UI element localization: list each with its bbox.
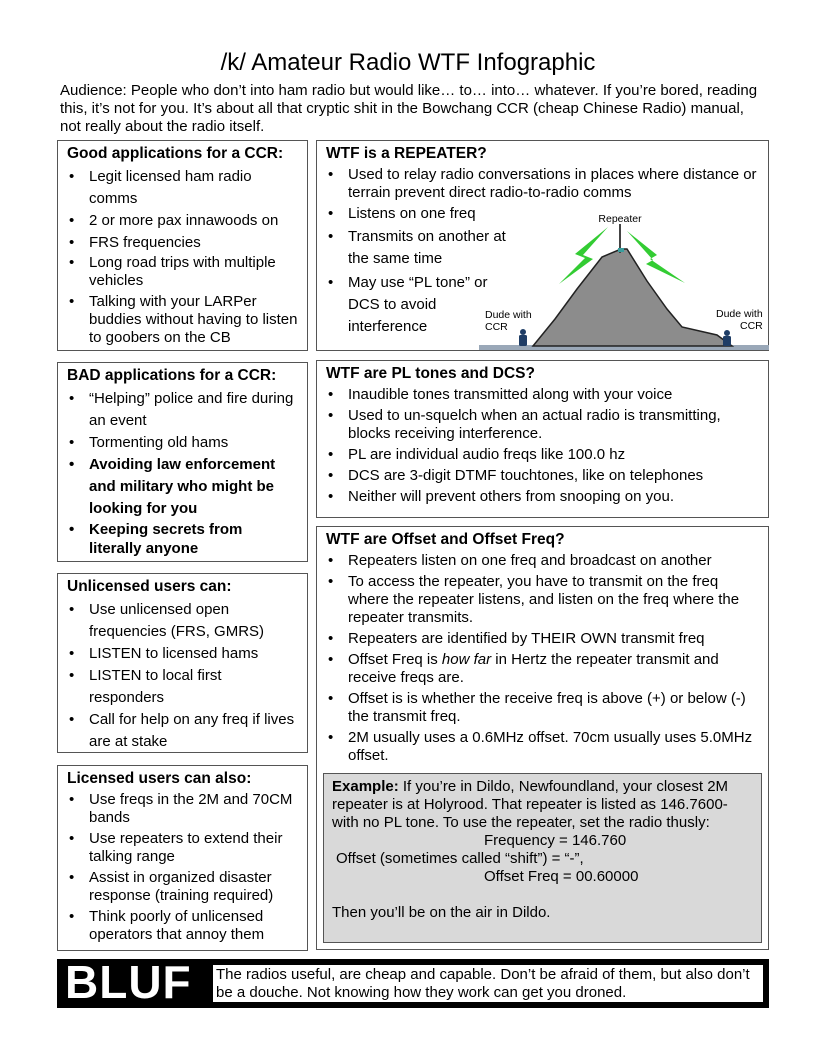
good-applications-box — [57, 140, 308, 351]
left-dude-label: Dude with — [485, 309, 532, 321]
left-ccr-label: CCR — [485, 321, 508, 333]
offset-box — [316, 526, 769, 950]
example-offset-freq-line: Offset Freq = 00.60000 — [484, 868, 639, 885]
list-item: • DCS are 3-digit DTMF touchtones, like on telephones — [326, 467, 759, 485]
list-item: • Repeaters are identified by THEIR OWN transmit freq — [326, 630, 759, 648]
example-box — [323, 773, 762, 943]
repeater-diagram — [477, 209, 769, 351]
list-item: • LISTEN to licensed hams — [67, 643, 298, 665]
list-item — [326, 651, 759, 687]
example-closing: Then you’ll be on the air in Dildo. — [332, 904, 551, 921]
example-label: Example: — [332, 778, 399, 795]
antenna-base — [618, 248, 624, 252]
offset-freq-text-emphasis: how far — [441, 651, 492, 668]
intro-paragraph: Audience: People who don’t into ham radio but would like… to… into… whatever. If you’re bored, reading this, it’s not for you. It’s about all that cryptic shit in the Bowchang CCR (cheap Chinese Radio) manual, not really about the radio itself. — [60, 82, 758, 135]
list-item: • Neither will prevent others from snooping on you. — [326, 488, 759, 506]
repeater-box — [316, 140, 769, 351]
list-item: • Keeping secrets from literally anyone — [67, 520, 298, 558]
list-item: • 2M usually uses a 0.6MHz offset. 70cm usually uses 5.0MHz offset. — [326, 729, 759, 765]
page-title: /k/ Amateur Radio WTF Infographic — [220, 49, 596, 76]
list-item: • Transmits on another at the same time — [326, 226, 516, 270]
list-item: • Assist in organized disaster response (training required) — [67, 869, 298, 905]
list-item: • PL are individual audio freqs like 100.0 hz — [326, 446, 759, 464]
list-item: • “Helping” police and fire during an event — [67, 388, 298, 432]
repeater-heading: WTF is a REPEATER? — [326, 145, 487, 162]
list-item: • Use repeaters to extend their talking range — [67, 830, 298, 866]
good-applications-heading: Good applications for a CCR: — [67, 145, 284, 162]
list-item: • Offset is is whether the receive freq is above (+) or below (-) the transmit freq. — [326, 690, 759, 726]
list-item: • 2 or more pax innawoods on — [67, 210, 298, 232]
repeater-label: Repeater — [598, 213, 642, 225]
bad-applications-box — [57, 362, 308, 562]
good-applications-list — [67, 166, 298, 347]
list-item: • LISTEN to local first responders — [67, 665, 298, 709]
example-offset-line: Offset (sometimes called “shift”) = “-”, — [336, 850, 584, 867]
list-item: • Talking with your LARPer buddies without having to listen to goobers on the CB — [67, 293, 298, 347]
repeater-list — [326, 166, 759, 202]
list-item: • Call for help on any freq if lives are at stake — [67, 709, 298, 753]
right-ccr-label: CCR — [740, 320, 763, 332]
list-item: • Tormenting old hams — [67, 432, 298, 454]
offset-heading: WTF are Offset and Offset Freq? — [326, 531, 565, 548]
list-item: • Use freqs in the 2M and 70CM bands — [67, 791, 298, 827]
example-frequency-line: Frequency = 146.760 — [484, 832, 627, 849]
list-item: • To access the repeater, you have to transmit on the freq where the repeater listens, and listen on the freq where the repeater transmits. — [326, 573, 759, 627]
bluf-text: The radios useful, are cheap and capable. Don’t be afraid of them, but also don’t be a douche. Not knowing how they work can get you droned. — [213, 965, 763, 1002]
list-item: • Used to un-squelch when an actual radio is transmitting, blocks receiving interference. — [326, 407, 759, 443]
list-item: • Used to relay radio conversations in places where distance or terrain prevent direct radio-to-radio comms — [326, 166, 759, 202]
licensed-users-box — [57, 765, 308, 951]
example-text: If you’re in Dildo, Newfoundland, your closest 2M repeater is at Holyrood. That repeater is listed as 146.7600- with no PL tone. To use the repeater, set the radio thusly: — [332, 778, 729, 831]
pl-tones-heading: WTF are PL tones and DCS? — [326, 365, 535, 382]
pl-tones-box — [316, 360, 769, 518]
pl-tones-list — [326, 386, 759, 506]
list-item: • Long road trips with multiple vehicles — [67, 254, 298, 290]
unlicensed-users-heading: Unlicensed users can: — [67, 578, 232, 595]
list-item: • Legit licensed ham radio comms — [67, 166, 298, 210]
left-person-icon — [519, 329, 527, 346]
list-item: • Repeaters listen on one freq and broadcast on another — [326, 552, 759, 570]
offset-freq-text-post: in Hertz the repeater transmit and receive freqs are. — [348, 651, 719, 686]
bluf-bar — [57, 956, 769, 1008]
bad-applications-list — [67, 388, 298, 558]
list-item: • Think poorly of unlicensed operators that annoy them — [67, 908, 298, 944]
mountain-shape — [533, 249, 732, 346]
list-item: • FRS frequencies — [67, 232, 298, 254]
offset-list — [326, 552, 759, 765]
licensed-users-heading: Licensed users can also: — [67, 770, 252, 787]
offset-freq-text-pre: Offset Freq is — [348, 651, 442, 668]
list-item: • Use unlicensed open frequencies (FRS, GMRS) — [67, 599, 298, 643]
right-person-icon — [723, 330, 731, 346]
list-item: • Avoiding law enforcement and military who might be looking for you — [67, 454, 298, 520]
right-dude-label: Dude with — [716, 308, 763, 320]
licensed-users-list — [67, 791, 298, 944]
bluf-label: BLUF — [65, 956, 192, 1008]
unlicensed-users-list — [67, 599, 298, 753]
unlicensed-users-box — [57, 573, 308, 753]
list-item: • Inaudible tones transmitted along with your voice — [326, 386, 759, 404]
bad-applications-heading: BAD applications for a CCR: — [67, 367, 277, 384]
list-item: • May use “PL tone” or DCS to avoid interference — [326, 272, 516, 338]
list-item: • Listens on one freq — [326, 205, 516, 223]
